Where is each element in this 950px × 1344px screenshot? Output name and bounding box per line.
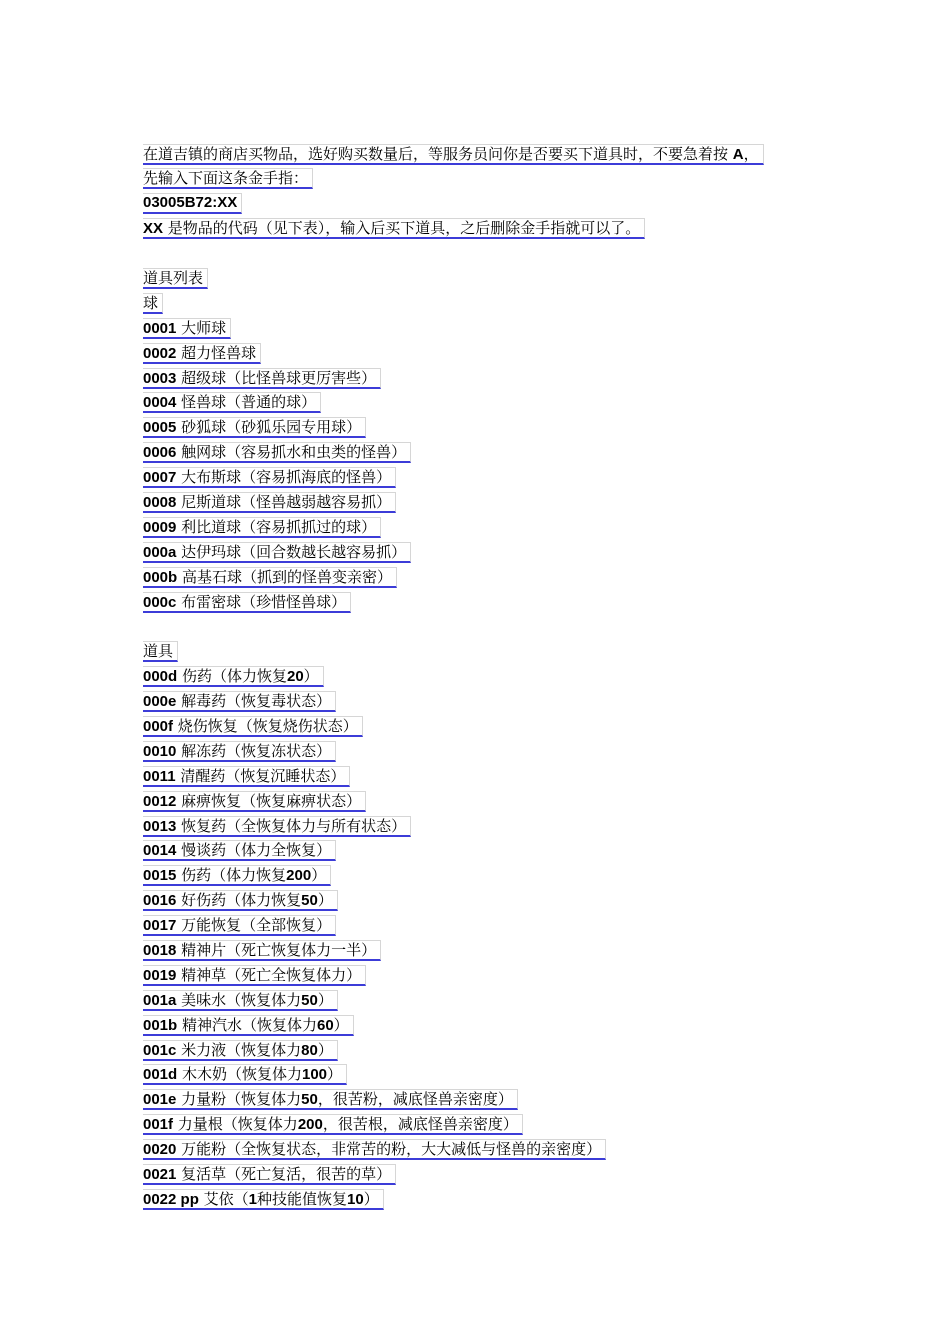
item-code: 0013 <box>143 817 177 835</box>
ball-row <box>143 315 843 340</box>
item-number: 200 <box>297 1116 323 1134</box>
item-name: 怪兽球（普通的球） <box>176 393 317 412</box>
ball-row <box>143 365 843 390</box>
ball-row-text <box>143 542 411 563</box>
item-code: 001a <box>143 991 177 1009</box>
item-desc-tail: ） <box>327 1065 343 1084</box>
item-name: 高基石球（抓到的怪兽变亲密） <box>177 567 392 586</box>
item-row <box>143 1037 843 1062</box>
section-title-line <box>143 265 843 290</box>
item-code: 0011 <box>143 767 176 785</box>
item-row <box>143 1162 843 1187</box>
item-desc: 美味水（恢复体力 <box>176 990 302 1009</box>
document-content <box>143 141 843 1211</box>
item-row-text <box>143 1064 347 1085</box>
spacer <box>143 614 843 639</box>
item-desc: 解毒药（恢复毒状态） <box>176 692 332 711</box>
intro-line-2 <box>143 166 843 191</box>
item-code: 0004 <box>143 394 177 412</box>
item-code: 0003 <box>143 369 177 387</box>
item-row-text <box>143 915 336 936</box>
item-desc: 精神汽水（恢复体力 <box>177 1015 317 1034</box>
item-row <box>143 838 843 863</box>
item-code: 000a <box>143 543 177 561</box>
item-row-text <box>143 965 366 986</box>
item-desc: 慢谈药（体力全恢复） <box>176 841 332 860</box>
item-code: 001b <box>143 1016 178 1034</box>
item-row <box>143 813 843 838</box>
ball-row <box>143 564 843 589</box>
item-row-text <box>143 1040 338 1061</box>
ball-row <box>143 489 843 514</box>
ball-row-text <box>143 492 396 513</box>
item-desc-tail: ） <box>317 1040 333 1059</box>
ball-row <box>143 340 843 365</box>
items-title: 道具 <box>143 641 178 662</box>
item-row <box>143 962 843 987</box>
item-desc: 伤药（体力恢复 <box>177 667 287 686</box>
item-row <box>143 863 843 888</box>
item-desc-tail: ，很苦根，减底怪兽亲密度） <box>322 1115 518 1134</box>
item-row <box>143 913 843 938</box>
item-desc: 复活草（死亡复活，很苦的草） <box>176 1165 392 1184</box>
item-code: 001f <box>143 1116 174 1134</box>
item-name: 超级球（比怪兽球更厉害些） <box>176 368 377 387</box>
item-name: 大布斯球（容易抓海底的怪兽） <box>176 468 392 487</box>
intro-line-2-text: 先输入下面这条金手指： <box>143 168 313 189</box>
item-number: 60 <box>316 1016 334 1034</box>
item-code: 001e <box>143 1091 177 1109</box>
item-row <box>143 938 843 963</box>
item-name: 达伊玛球（回合数越长越容易抓） <box>176 542 407 561</box>
item-row-text <box>143 1139 606 1160</box>
ball-row-text <box>143 318 231 339</box>
item-row-text <box>143 791 366 812</box>
ball-row <box>143 589 843 614</box>
item-code: 0008 <box>143 493 177 511</box>
item-desc: 万能粉（全恢复状态，非常苦的粉，大大减低与怪兽的亲密度） <box>176 1140 602 1159</box>
balls-title-line <box>143 290 843 315</box>
item-number: 80 <box>301 1041 318 1059</box>
item-code: 0020 <box>143 1141 177 1159</box>
item-name: 大师球 <box>176 318 227 337</box>
ball-row-text <box>143 592 351 613</box>
item-row-text <box>143 1114 523 1135</box>
item-desc-tail: ，很苦粉，减底怪兽亲密度） <box>317 1090 513 1109</box>
intro-line-1 <box>143 141 843 166</box>
item-desc: 精神片（死亡恢复体力一半） <box>176 941 377 959</box>
ball-row-text <box>143 417 366 438</box>
item-code: 0001 <box>143 319 177 337</box>
intro-line-1-text: 在道吉镇的商店买物品，选好购买数量后，等服务员问你是否要买下道具时，不要急着按 A， <box>143 144 764 165</box>
item-code: 0022 pp <box>143 1190 199 1208</box>
item-desc: 木木奶（恢复体力 <box>177 1065 302 1084</box>
item-row <box>143 888 843 913</box>
item-code: 0006 <box>143 444 177 462</box>
item-code: 000b <box>143 568 178 586</box>
ball-row-text <box>143 343 261 364</box>
item-name: 布雷密球（珍惜怪兽球） <box>176 592 347 611</box>
item-name: 尼斯道球（怪兽越弱越容易抓） <box>176 492 392 511</box>
items-title-line <box>143 639 843 664</box>
item-desc: 力量根（恢复体力 <box>173 1115 298 1134</box>
item-desc: 伤药（体力恢复 <box>176 866 287 885</box>
item-desc-tail: 种技能值恢复 <box>257 1189 348 1208</box>
cheat-code-line <box>143 191 843 216</box>
ball-row-text <box>143 392 321 413</box>
ball-row-text <box>143 517 381 538</box>
item-name: 超力怪兽球 <box>176 343 257 362</box>
intro-line-4-text: XX 是物品的代码（见下表），输入后买下道具，之后删除金手指就可以了。 <box>143 218 645 239</box>
item-code: 0002 <box>143 344 177 362</box>
ball-row <box>143 415 843 440</box>
items-list <box>143 664 843 1212</box>
ball-row <box>143 465 843 490</box>
item-code: 0021 <box>143 1166 177 1184</box>
item-row <box>143 1186 843 1211</box>
item-code: 001c <box>143 1041 177 1059</box>
item-desc-tail: ） <box>317 990 333 1009</box>
item-number: 10 <box>347 1190 364 1208</box>
item-code: 0017 <box>143 917 177 935</box>
ball-row <box>143 440 843 465</box>
item-number: 50 <box>301 1091 318 1109</box>
item-code: 0014 <box>143 842 177 860</box>
item-desc-tail: ） <box>303 667 319 686</box>
section-title: 道具列表 <box>143 268 208 289</box>
item-desc-tail: ） <box>311 866 327 885</box>
balls-list <box>143 315 843 614</box>
item-desc: 烧伤恢复（恢复烧伤状态） <box>173 716 358 735</box>
item-row-text <box>143 1189 384 1210</box>
item-code: 0015 <box>143 867 177 885</box>
item-number: 200 <box>286 867 312 885</box>
item-row-text <box>143 990 338 1011</box>
item-row <box>143 1112 843 1137</box>
item-desc: 好伤药（体力恢复 <box>176 891 302 910</box>
item-row <box>143 1062 843 1087</box>
item-desc: 精神草（死亡全恢复体力） <box>176 965 362 984</box>
item-name: 利比道球（容易抓抓过的球） <box>176 517 377 536</box>
item-row <box>143 738 843 763</box>
item-desc: 解冻药（恢复冻状态） <box>176 741 332 760</box>
intro-line-4 <box>143 216 843 241</box>
item-row <box>143 987 843 1012</box>
item-row-text <box>143 766 350 787</box>
balls-title: 球 <box>143 293 163 314</box>
item-row-text <box>143 816 411 837</box>
item-row-text <box>143 1164 396 1185</box>
item-number: 50 <box>301 892 318 910</box>
item-row-text <box>143 865 331 886</box>
item-row <box>143 664 843 689</box>
item-row <box>143 788 843 813</box>
item-row-text <box>143 691 336 712</box>
item-code: 0018 <box>143 942 177 959</box>
ball-row-text <box>143 567 397 588</box>
item-row-text <box>143 1015 354 1036</box>
item-row <box>143 689 843 714</box>
item-desc: 麻痹恢复（恢复麻痹状态） <box>176 791 362 810</box>
ball-row <box>143 539 843 564</box>
item-row <box>143 1087 843 1112</box>
item-desc: 万能恢复（全部恢复） <box>176 916 332 935</box>
item-code: 0009 <box>143 518 177 536</box>
item-name: 触网球（容易抓水和虫类的怪兽） <box>176 443 407 462</box>
item-code: 001d <box>143 1066 178 1084</box>
item-row <box>143 1137 843 1162</box>
item-desc: 力量粉（恢复体力 <box>176 1090 302 1109</box>
item-code: 000e <box>143 693 177 711</box>
item-code: 000f <box>143 717 174 735</box>
item-code: 0016 <box>143 892 177 910</box>
item-desc: 艾依（ <box>198 1189 249 1208</box>
item-number: 100 <box>301 1066 328 1084</box>
ball-row-text <box>143 368 381 389</box>
item-number: 50 <box>301 991 318 1009</box>
item-row-text <box>143 940 381 961</box>
item-code: 0019 <box>143 966 177 984</box>
item-name: 砂狐球（砂狐乐园专用球） <box>176 418 362 437</box>
item-row <box>143 1012 843 1037</box>
item-desc-tail: ） <box>333 1015 349 1034</box>
item-code: 000d <box>143 668 178 686</box>
item-desc-tail: ） <box>317 891 333 910</box>
item-desc: 米力液（恢复体力 <box>176 1040 302 1059</box>
item-number: 20 <box>286 668 304 686</box>
ball-row <box>143 514 843 539</box>
ball-row-text <box>143 467 396 488</box>
item-row-text <box>143 741 336 762</box>
ball-row <box>143 390 843 415</box>
cheat-code: 03005B72:XX <box>143 193 242 214</box>
item-code: 000c <box>143 593 177 611</box>
item-row-text <box>143 840 336 861</box>
item-row-text <box>143 1089 518 1110</box>
item-desc-tail: ） <box>363 1189 379 1208</box>
item-code: 0012 <box>143 792 177 810</box>
item-desc: 恢复药（全恢复体力与所有状态） <box>176 816 407 835</box>
item-row <box>143 713 843 738</box>
item-row <box>143 763 843 788</box>
ball-row-text <box>143 442 411 463</box>
item-code: 0010 <box>143 742 177 760</box>
item-desc: 清醒药（恢复沉睡状态） <box>175 766 346 785</box>
item-code: 0005 <box>143 419 177 437</box>
item-row-text <box>143 666 324 687</box>
item-code: 0007 <box>143 469 177 487</box>
item-row-text <box>143 890 338 911</box>
spacer <box>143 241 843 266</box>
item-row-text <box>143 716 363 737</box>
item-number: 1 <box>248 1190 257 1208</box>
